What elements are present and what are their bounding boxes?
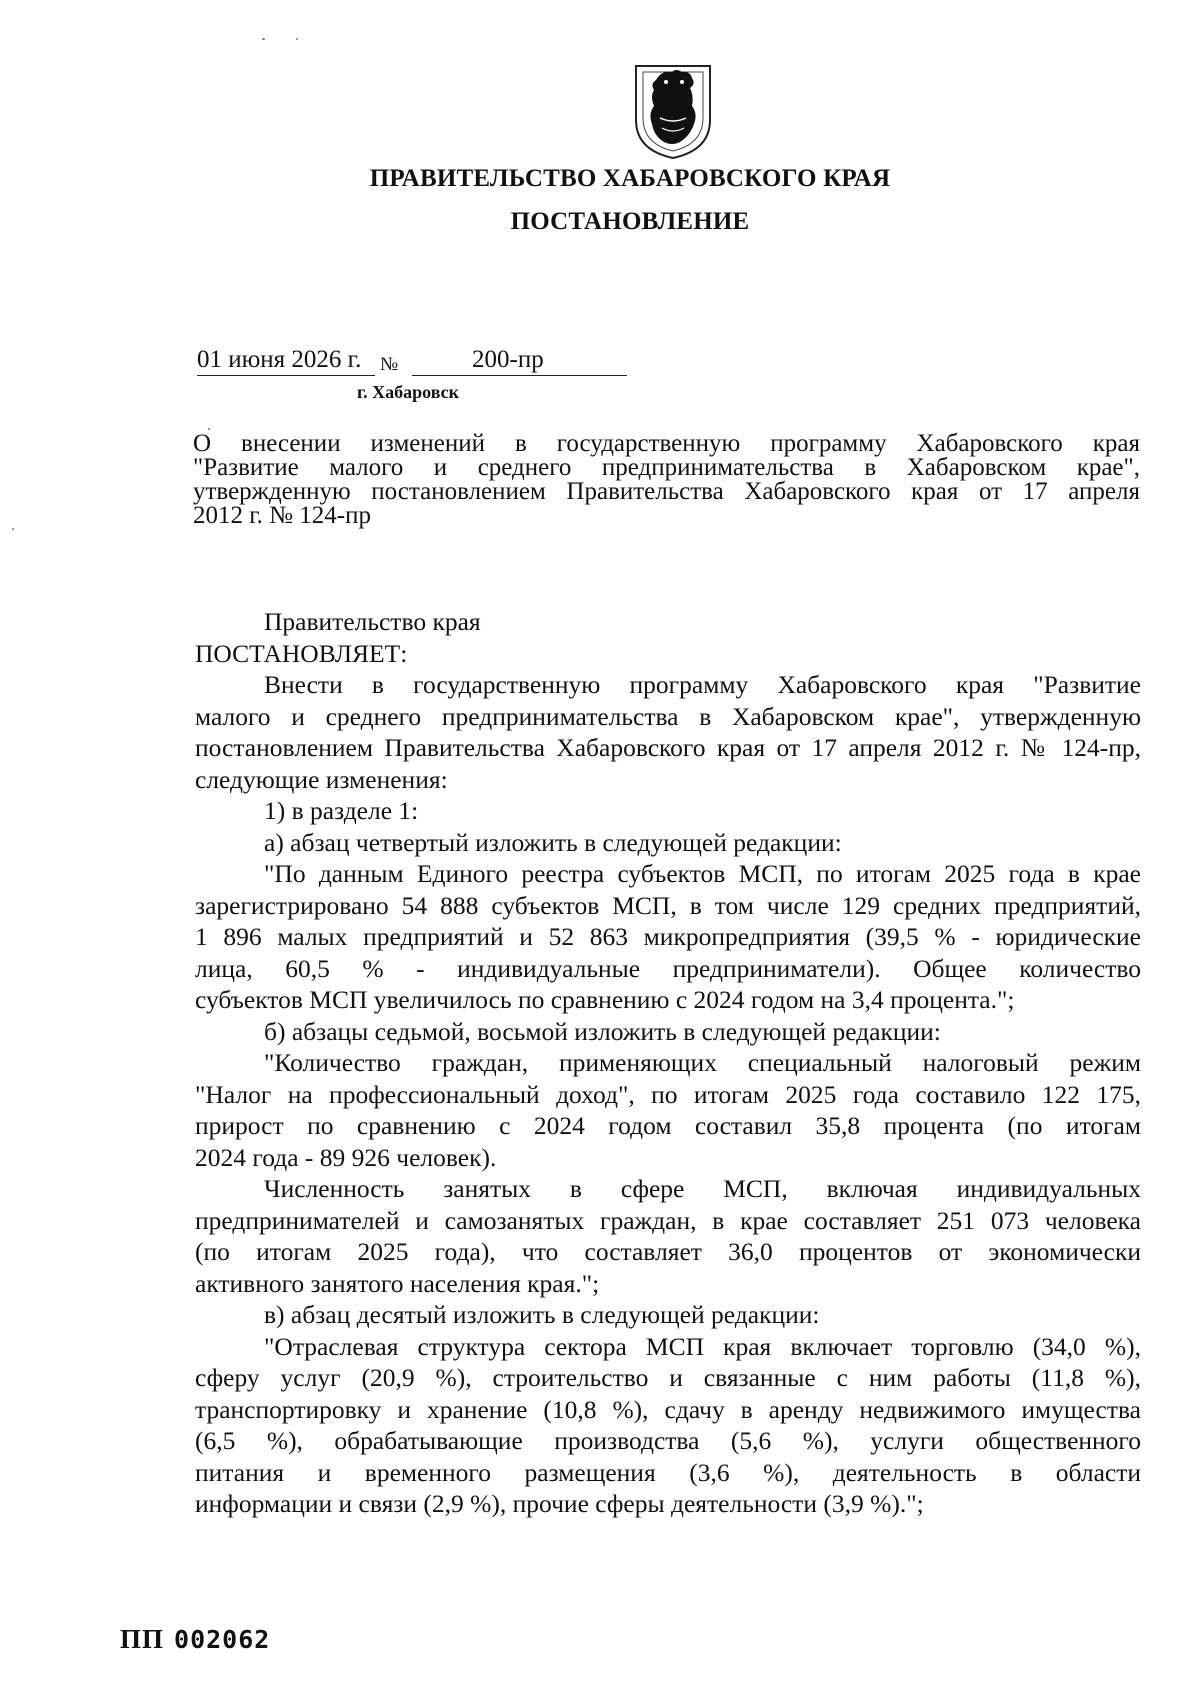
document-number: 200-пр xyxy=(472,346,544,373)
form-serial-number xyxy=(120,1624,270,1655)
body-line: Численность занятых в сфере МСП, включая индивидуальных xyxy=(264,1174,1141,1203)
body-line: ПОСТАНОВЛЯЕТ: xyxy=(195,638,408,668)
body-line: (по итогам 2025 года), что составляет 36,0 процентов от экономически xyxy=(195,1237,1141,1266)
subject-line: "Развитие малого и среднего предпринимательства в Хабаровском крае", xyxy=(193,454,1140,481)
body-line: (6,5 %), обрабатывающие производства (5,6 %), услуги общественного xyxy=(195,1426,1141,1455)
body-line: предпринимателей и самозанятых граждан, в крае составляет 251 073 человека xyxy=(195,1205,1141,1235)
number-underline xyxy=(412,375,627,376)
scan-speck xyxy=(262,38,265,40)
khabarovsk-krai-coat-of-arms-icon xyxy=(632,62,714,160)
body-line: 2024 года - 89 926 человек). xyxy=(195,1142,497,1172)
date-underline xyxy=(197,375,375,376)
body-line: 1 896 малых предприятий и 52 863 микропредприятия (39,5 % - юридические xyxy=(195,922,1141,951)
body-line: б) абзацы седьмой, восьмой изложить в следующей редакции: xyxy=(264,1016,941,1046)
date-number-row xyxy=(197,346,637,380)
body-line: 1) в разделе 1: xyxy=(264,796,419,825)
body-line: "Налог на профессиональный доход", по итогам 2025 года составило 122 175, xyxy=(195,1079,1141,1109)
form-serial-prefix: ПП xyxy=(120,1624,165,1654)
body-line: Правительство края xyxy=(264,607,481,636)
body-line: зарегистрировано 54 888 субъектов МСП, в том числе 129 средних предприятий, xyxy=(195,890,1141,920)
document-subject xyxy=(193,432,1140,528)
body-line: следующие изменения: xyxy=(195,764,448,794)
body-line: "По данным Единого реестра субъектов МСП, по итогам 2025 года в крае xyxy=(264,859,1141,888)
scan-speck xyxy=(12,528,14,530)
body-line: Внести в государственную программу Хабаровского края "Развитие xyxy=(264,670,1141,699)
document-type: ПОСТАНОВЛЕНИЕ xyxy=(510,208,750,235)
body-line: в) абзац десятый изложить в следующей редакции: xyxy=(264,1300,820,1329)
body-line: субъектов МСП увеличилось по сравнению с 2024 годом на 3,4 процента."; xyxy=(195,985,1015,1014)
document-city: г. Хабаровск xyxy=(357,382,460,402)
number-sign: № xyxy=(380,354,399,375)
scan-speck xyxy=(296,38,298,40)
document-body xyxy=(195,606,1141,1520)
body-line: прирост по сравнению с 2024 годом составил 35,8 процента (по итогам xyxy=(195,1111,1141,1140)
body-line: активного занятого населения края."; xyxy=(195,1268,600,1298)
body-line: малого и среднего предпринимательства в Хабаровском крае", утвержденную xyxy=(195,701,1141,731)
body-line: лица, 60,5 % - индивидуальные предприниматели). Общее количество xyxy=(195,953,1141,983)
body-line: питания и временного размещения (3,6 %), деятельность в области xyxy=(195,1457,1141,1487)
scan-speck xyxy=(208,428,210,430)
subject-line: 2012 г. № 124-пр xyxy=(193,502,371,529)
body-line: "Количество граждан, применяющих специальный налоговый режим xyxy=(264,1048,1141,1077)
body-line: информации и связи (2,9 %), прочие сферы деятельности (3,9 %)."; xyxy=(195,1489,924,1518)
government-title: ПРАВИТЕЛЬСТВО ХАБАРОВСКОГО КРАЯ xyxy=(369,165,891,192)
document-date: 01 июня 2026 г. xyxy=(197,346,362,373)
body-line: а) абзац четвертый изложить в следующей редакции: xyxy=(264,827,842,857)
body-line: сферу услуг (20,9 %), строительство и связанные с ним работы (11,8 %), xyxy=(195,1363,1141,1392)
body-line: постановлением Правительства Хабаровского края от 17 апреля 2012 г. № 124-пр, xyxy=(195,733,1141,762)
form-serial-code: 002062 xyxy=(174,1625,271,1654)
body-line: транспортировку и хранение (10,8 %), сдачу в аренду недвижимого имущества xyxy=(195,1394,1141,1424)
subject-line: О внесении изменений в государственную программу Хабаровского края xyxy=(193,430,1140,457)
body-line: "Отраслевая структура сектора МСП края включает торговлю (34,0 %), xyxy=(264,1331,1141,1361)
subject-line: утвержденную постановлением Правительства Хабаровского края от 17 апреля xyxy=(193,478,1140,505)
